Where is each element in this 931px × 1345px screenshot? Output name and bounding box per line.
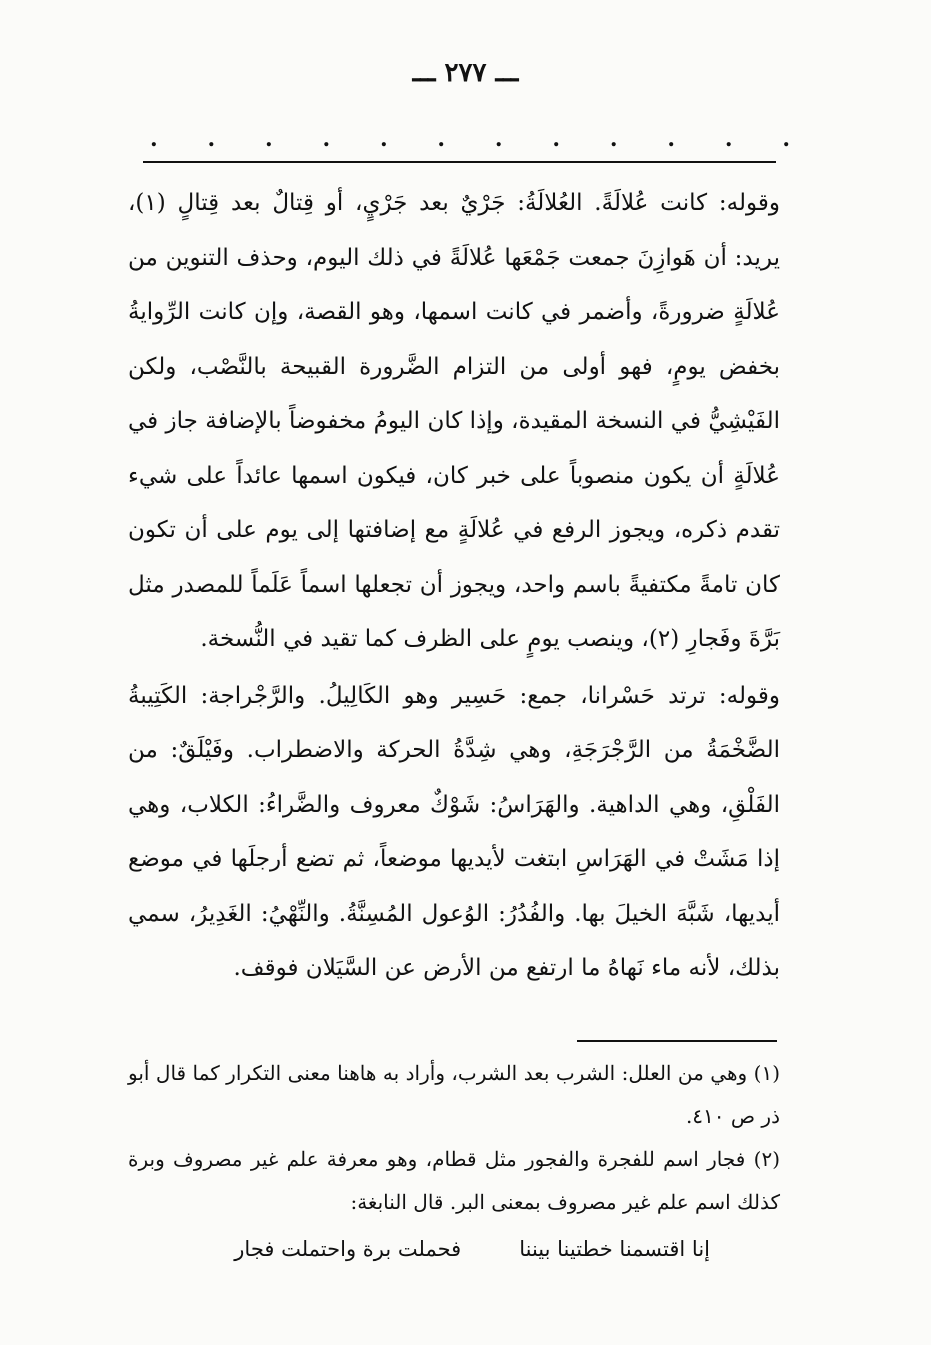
footnote-2: (٢) فجار اسم للفجرة والفجور مثل قطام، وهو معرفة علم غير مصروف وبرة كذلك اسم علم غير مصروف بمعنى البر. قال النابغة:	[128, 1147, 780, 1214]
ornament-dot: .	[667, 126, 676, 152]
verse-second-hemistich: فحملت برة واحتملت فجار	[234, 1237, 462, 1261]
paragraph: وقوله: ترتد حَسْرانا، جمع: حَسِير وهو الكَالِيلُ. والرَّجْراجة: الكَتِيبةُ الضَّخْمَةُ من الرَّجْرَجَةِ، وهي شِدَّةُ الحركة والاضطراب. وفَيْلَقٌ: من الفَلْقِ، وهي الداهية. والهَرَاسُ: شَوْكٌ معروف والضَّراءُ: الكلاب، وهي إذا مَشَتْ في الهَرَاسِ ابتغت لأيديها موضعاً، ثم تضع أرجلَها في موضع أيديها، شَبَّهَ الخيلَ بها. والفُدُرُ: الوُعول المُسِنَّةُ. والنِّهْيُ: الغَدِيرُ، سمي بذلك، لأنه ماء نَهاهُ ما ارتفع من الأرض عن السَّيَلان فوقف.	[128, 682, 780, 981]
verse-line	[128, 1228, 780, 1271]
ornament-dot: .	[552, 126, 561, 152]
footnotes	[128, 1052, 780, 1271]
ornament-dot: .	[609, 126, 618, 152]
ornament-dot: .	[724, 126, 733, 152]
footnote-1: (١) وهي من العلل: الشرب بعد الشرب، وأراد به هاهنا معنى التكرار كما قال أبو ذر ص ٤١٠.	[128, 1061, 780, 1128]
ornament-dot: .	[782, 126, 790, 152]
ornament-dot: .	[494, 126, 503, 152]
ornament-dot: .	[207, 126, 216, 152]
ornament-dot: .	[150, 126, 158, 152]
paragraph: وقوله: كانت عُلالَةً. العُلالَةُ: جَرْيٌ بعد جَرْيٍ، أو قِتالٌ بعد قِتالٍ (١)، يريد: أن هَوازِنَ جمعت جَمْعَها عُلالَةً في ذلك اليوم، وحذف التنوين من عُلالَةٍ ضرورةً، وأضمر في كانت اسمها، وهو القصة، وإن كانت الرِّوايةُ بخفض يومٍ، فهو أولى من التزام الضَّرورة القبيحة بالنَّصْب، ولكن الفَيْشِيُّ في النسخة المقيدة، وإذا كان اليومُ مخفوضاً بالإضافة جاز في عُلالَةٍ أن يكون منصوباً على خبر كان، فيكون اسمها عائداً على شيء تقدم ذكره، ويجوز الرفع في عُلالَةٍ مع إضافتها إلى يوم على أن تكون كان تامةً مكتفيةً باسم واحد، ويجوز أن تجعلها اسماً عَلَماً للمصدر مثل بَرَّةَ وفَجارِ (٢)، وينصب يومٍ على الظرف كما تقيد في النُّسخة.	[128, 190, 780, 652]
ornament-dot: .	[437, 126, 446, 152]
verse-first-hemistich: إنا اقتسمنا خطتينا بيننا	[519, 1237, 710, 1261]
page-number: ـــ ٢٧٧ ـــ	[412, 58, 519, 88]
main-text	[128, 176, 780, 996]
header-divider	[143, 161, 776, 163]
ornament-dot: .	[379, 126, 388, 152]
ornament-dot-row	[150, 128, 790, 150]
ornament-dot: .	[322, 126, 331, 152]
ornament-dot: .	[264, 126, 273, 152]
footnote-divider	[577, 1040, 777, 1042]
